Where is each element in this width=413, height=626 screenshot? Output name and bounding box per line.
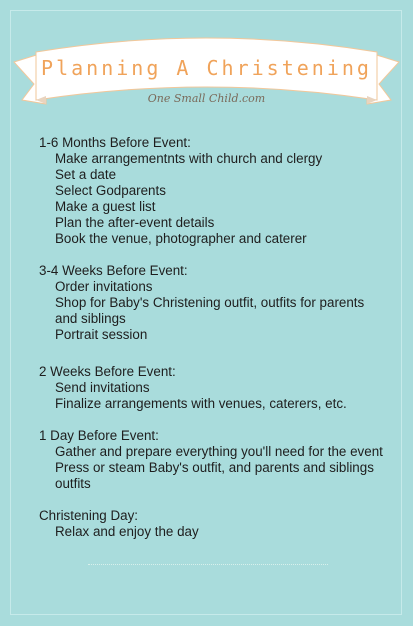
task-list — [39, 279, 389, 343]
banner-title: Planning A Christening — [41, 56, 372, 80]
task-item: Set a date — [55, 167, 117, 182]
section-heading: 3-4 Weeks Before Event: — [39, 263, 188, 278]
task-item: Shop for Baby's Christening outfit, outfits for parents and siblings — [55, 295, 365, 326]
task-item: Order invitations — [55, 279, 153, 294]
task-item: Send invitations — [55, 380, 150, 395]
task-item: Make a guest list — [55, 199, 156, 214]
task-item: Make arrangementnts with church and clergy — [55, 151, 323, 166]
section-1-6-months — [39, 135, 389, 247]
task-item: Book the venue, photographer and caterer — [55, 231, 307, 246]
section-heading: 1-6 Months Before Event: — [39, 135, 191, 150]
checklist — [39, 135, 389, 556]
banner-subtitle: One Small Child.com — [147, 92, 266, 105]
section-2-weeks — [39, 364, 389, 412]
task-list — [39, 151, 389, 247]
task-item: Portrait session — [55, 327, 148, 342]
task-item: Gather and prepare everything you'll need for the event — [55, 444, 383, 459]
section-3-4-weeks — [39, 263, 389, 343]
dotted-divider — [88, 564, 328, 565]
task-list — [39, 524, 389, 540]
section-1-day — [39, 428, 389, 492]
section-heading: Christening Day: — [39, 508, 138, 523]
task-item: Relax and enjoy the day — [55, 524, 199, 539]
task-list — [39, 444, 389, 492]
section-heading: 1 Day Before Event: — [39, 428, 159, 443]
task-item: Select Godparents — [55, 183, 166, 198]
task-item: Press or steam Baby's outfit, and parents and siblings outfits — [55, 460, 374, 491]
task-item: Finalize arrangements with venues, caterers, etc. — [55, 396, 347, 411]
section-christening-day — [39, 508, 389, 540]
task-item: Plan the after-event details — [55, 215, 215, 230]
section-heading: 2 Weeks Before Event: — [39, 364, 176, 379]
task-list — [39, 380, 389, 412]
